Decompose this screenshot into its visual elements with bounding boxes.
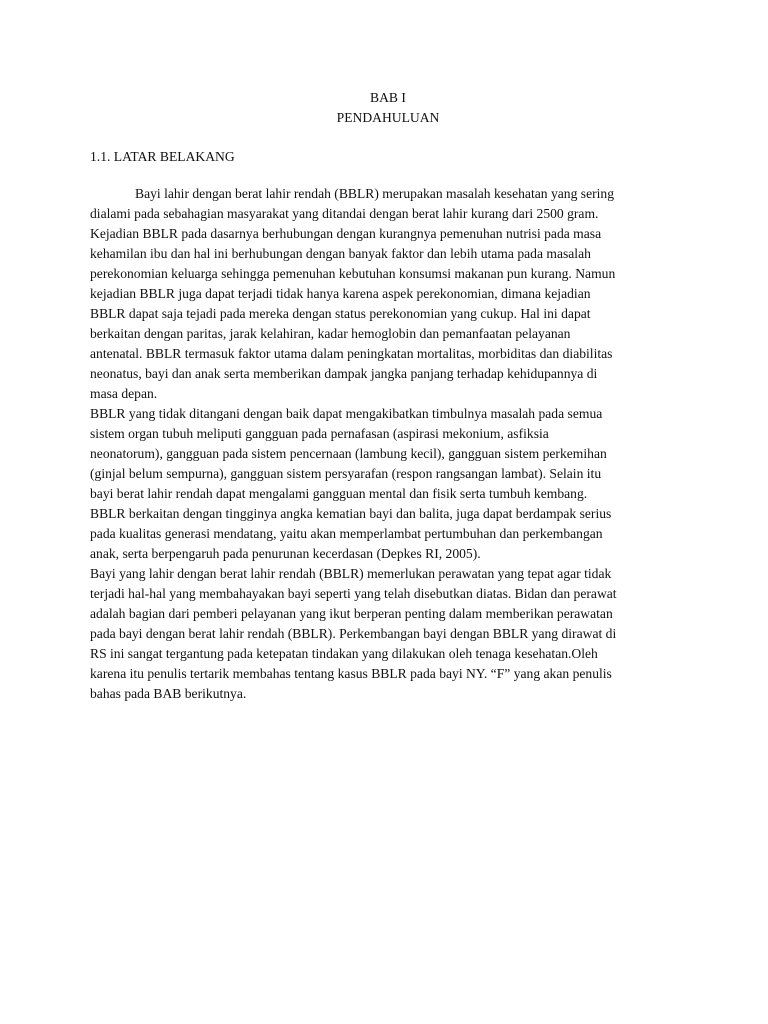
text-line: adalah bagian dari pemberi pelayanan yang ikut berperan penting dalam memberikan perawatan [90,606,613,621]
text-line: neonatorum), gangguan pada sistem pencernaan (lambung kecil), gangguan sistem perkemihan [90,446,607,461]
text-line: antenatal. BBLR termasuk faktor utama dalam peningkatan mortalitas, morbiditas dan diabilitas [90,346,613,361]
text-line: (ginjal belum sempurna), gangguan sistem persyarafan (respon rangsangan lambat). Selain itu [90,466,602,481]
text-line: masa depan. [90,386,158,401]
text-line: Bayi yang lahir dengan berat lahir rendah (BBLR) memerlukan perawatan yang tepat agar tidak [90,566,612,581]
paragraph-1 [90,184,680,404]
text-line: berkaitan dengan paritas, jarak kelahiran, kadar hemoglobin dan pemanfaatan pelayanan [90,326,571,341]
chapter-title: PENDAHULUAN [336,110,440,125]
paragraph-3 [90,564,680,704]
text-line: anak, serta berpengaruh pada penurunan kecerdasan (Depkes RI, 2005). [90,546,481,561]
text-line: terjadi hal-hal yang membahayakan bayi seperti yang telah disebutkan diatas. Bidan dan perawat [90,586,617,601]
paragraph-2 [90,404,680,564]
text-line: bayi berat lahir rendah dapat mengalami gangguan mental dan fisik serta tumbuh kembang. [90,486,588,501]
section-heading: 1.1. LATAR BELAKANG [90,149,235,164]
text-line: karena itu penulis tertarik membahas tentang kasus BBLR pada bayi NY. “F” yang akan penulis [90,666,612,681]
text-line: pada kualitas generasi mendatang, yaitu akan memperlambat pertumbuhan dan perkembangan [90,526,603,541]
text-line: BBLR yang tidak ditangani dengan baik dapat mengakibatkan timbulnya masalah pada semua [90,406,603,421]
text-line: pada bayi dengan berat lahir rendah (BBLR). Perkembangan bayi dengan BBLR yang dirawat di [90,626,617,641]
text-line: RS ini sangat tergantung pada ketepatan tindakan yang dilakukan oleh tenaga kesehatan.Oleh [90,646,598,661]
text-line: dialami pada sebahagian masyarakat yang ditandai dengan berat lahir kurang dari 2500 gram. [90,206,599,221]
text-line: perekonomian keluarga sehingga pemenuhan kebutuhan konsumsi makanan pun kurang. Namun [90,266,616,281]
text-line: BBLR dapat saja tejadi pada mereka dengan status perekonomian yang cukup. Hal ini dapat [90,306,591,321]
body-text [90,184,680,704]
text-line: bahas pada BAB berikutnya. [90,686,247,701]
text-line: neonatus, bayi dan anak serta memberikan dampak jangka panjang terhadap kehidupannya di [90,366,598,381]
text-line: BBLR berkaitan dengan tingginya angka kematian bayi dan balita, juga dapat berdampak serius [90,506,612,521]
text-line: kehamilan ibu dan hal ini berhubungan dengan banyak faktor dan lebih utama pada masalah [90,246,591,261]
text-line: sistem organ tubuh meliputi gangguan pada pernafasan (aspirasi mekonium, asfiksia [90,426,549,441]
text-line: Bayi lahir dengan berat lahir rendah (BBLR) merupakan masalah kesehatan yang sering [135,186,615,201]
text-line: kejadian BBLR juga dapat terjadi tidak hanya karena aspek perekonomian, dimana kejadian [90,286,591,301]
chapter-number: BAB I [370,90,406,105]
text-line: Kejadian BBLR pada dasarnya berhubungan dengan kurangnya pemenuhan nutrisi pada masa [90,226,602,241]
